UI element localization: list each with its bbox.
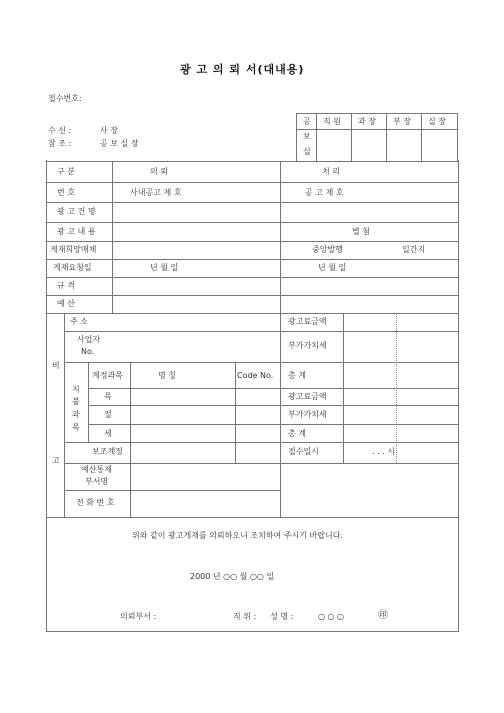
approval-role-dept-head: 부 장 <box>393 117 411 126</box>
business-no-label-1: 사업자 <box>77 335 101 344</box>
col-header-category: 구 분 <box>57 167 75 176</box>
sub-row-mok: 목 <box>104 392 112 401</box>
requesting-dept-label: 의뢰부서 : <box>120 612 157 621</box>
row-label-budget: 예 산 <box>57 299 75 308</box>
approval-sign-section-chief[interactable] <box>352 130 386 161</box>
recipient-label: 수 신 : <box>48 126 72 135</box>
receipt-datetime-value[interactable]: . . . 시 <box>372 447 395 456</box>
remarks-label-bottom: 고 <box>52 456 60 465</box>
address-label: 주 소 <box>70 317 88 326</box>
budget-control-label-2: 부서명 <box>85 477 109 486</box>
approval-role-staff: 직 원 <box>323 117 341 126</box>
approval-sign-office-head[interactable] <box>422 130 457 161</box>
row-label-number: 번 호 <box>57 188 75 197</box>
notice-number[interactable]: 공 고 제 호 <box>305 188 344 197</box>
name-header: 명 칭 <box>158 371 176 380</box>
approval-dept-char-1: 공 <box>303 117 311 126</box>
central-publication-label: 중앙발행 <box>312 245 343 254</box>
payment-item-char-1: 지 <box>72 385 80 394</box>
sub-row-jeol: 절 <box>104 410 112 419</box>
budget-control-label-1: 예산통제 <box>81 465 112 474</box>
row-label-request-date: 게재요청일 <box>53 263 92 272</box>
approval-sign-staff[interactable] <box>317 130 351 161</box>
ad-title-field[interactable] <box>113 203 280 222</box>
row-label-desired-media: 게재희망매체 <box>50 245 97 254</box>
row-label-size: 규 격 <box>57 281 75 290</box>
seal-mark: ㊞ <box>378 610 388 621</box>
code-header: Code No. <box>237 371 274 380</box>
total-label-2: 총 계 <box>288 429 306 438</box>
payment-item-char-4: 목 <box>72 423 80 432</box>
receipt-datetime-label: 접수일시 <box>288 447 319 456</box>
footer-date[interactable]: 2000 년 ○○ 월 ○○ 일 <box>190 572 275 581</box>
remarks-label-top: 비 <box>52 361 60 370</box>
col-header-processing: 처 리 <box>322 167 340 176</box>
request-statement: 위와 같이 광고게재를 의뢰하오니 조치하여 주시기 바랍니다. <box>132 531 343 540</box>
recipient-value: 사 장 <box>100 126 118 135</box>
total-label: 총 계 <box>288 371 306 380</box>
name-label: 성 명 : <box>270 612 294 621</box>
account-header: 계정과목 <box>92 371 123 380</box>
business-no-label-2: No. <box>81 347 95 356</box>
processing-date-field[interactable]: 년 월 일 <box>318 263 347 272</box>
receipt-number-label: 접수번호: <box>48 94 82 103</box>
name-value[interactable]: ○ ○ ○ <box>318 612 345 621</box>
amount-divider-dotted <box>396 313 397 463</box>
row-label-ad-content: 광 고 내 용 <box>57 227 96 236</box>
row-label-ad-title: 광 고 건 명 <box>57 207 96 216</box>
approval-dept-char-3: 실 <box>303 147 311 156</box>
request-date-field[interactable]: 년 월 일 <box>150 263 179 272</box>
reference-value: 공 보 실 장 <box>100 139 139 148</box>
internal-notice-number[interactable]: 사내공고 제 호 <box>130 188 182 197</box>
approval-sign-dept-head[interactable] <box>387 130 421 161</box>
approval-role-section-chief: 과 장 <box>358 117 376 126</box>
approval-role-office-head: 실 장 <box>428 117 446 126</box>
payment-item-char-3: 과 <box>72 410 80 419</box>
ad-fee-label: 광고료금액 <box>288 317 327 326</box>
page-title: 광 고 의 뢰 서(대내용) <box>180 63 305 76</box>
reference-label: 참 조 : <box>48 139 72 148</box>
attachment-note: 별 첨 <box>352 227 370 236</box>
vat-label-2: 부가가치세 <box>288 410 327 419</box>
col-header-request: 의 뢰 <box>150 167 168 176</box>
phone-label: 전 화 번 호 <box>76 498 115 507</box>
vat-label: 부가가치세 <box>288 341 327 350</box>
approval-dept-char-2: 보 <box>303 132 311 141</box>
sub-row-se: 세 <box>104 429 112 438</box>
sub-account-label: 보조계정 <box>92 447 123 456</box>
daily-newspaper-label: 일간지 <box>402 245 426 254</box>
position-label: 직 위 : <box>233 612 257 621</box>
payment-item-char-2: 불 <box>72 397 80 406</box>
ad-fee-label-2: 광고료금액 <box>288 392 327 401</box>
